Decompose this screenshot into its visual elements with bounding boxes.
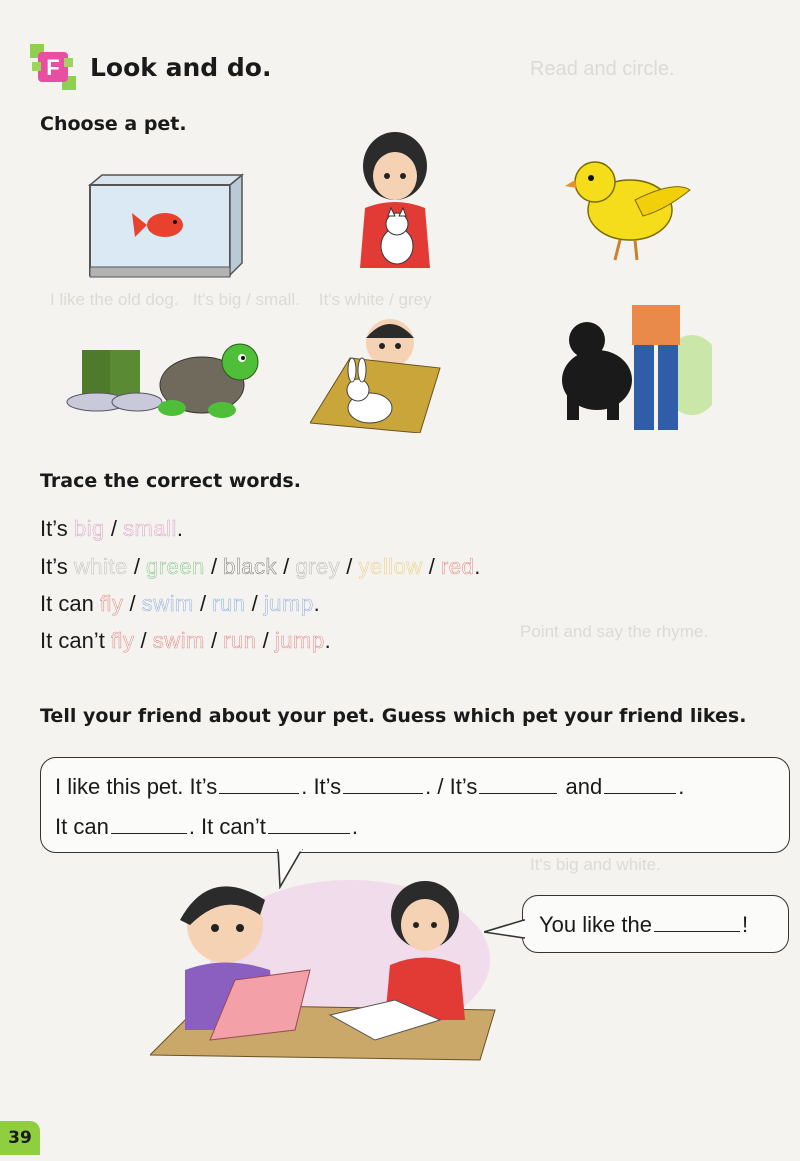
trace-word-grey[interactable]: grey — [295, 554, 341, 579]
trace-prefix: It’s — [40, 516, 68, 541]
trace-word-swim[interactable]: swim — [152, 628, 205, 653]
trace-line-1: It’s big / small. — [40, 516, 184, 541]
trace-word-swim[interactable]: swim — [141, 591, 194, 616]
pet-boy-with-rabbit[interactable] — [310, 318, 460, 437]
trace-line-2: It’s white / green / black / grey / yellow / red. — [40, 554, 481, 579]
section-title: Look and do. — [90, 52, 272, 82]
speech-bubble-sentences — [40, 757, 790, 853]
blank[interactable] — [343, 792, 423, 794]
trace-prefix: It’s — [40, 554, 68, 579]
page-number: 39 — [0, 1121, 40, 1155]
trace-word-jump[interactable]: jump — [274, 628, 325, 653]
instruction-trace: Trace the correct words. — [40, 470, 301, 492]
blank[interactable] — [111, 832, 187, 834]
trace-word-white[interactable]: white — [73, 554, 128, 579]
bubble-guess-text: You like the ! — [539, 912, 749, 937]
pet-girl-with-cat[interactable] — [345, 128, 445, 282]
blank[interactable] — [219, 792, 299, 794]
trace-word-fly[interactable]: fly — [99, 591, 124, 616]
blank[interactable] — [479, 792, 557, 794]
instruction-tell: Tell your friend about your pet. Guess which pet your friend likes. — [40, 705, 747, 727]
trace-word-red[interactable]: red — [441, 554, 475, 579]
blank[interactable] — [604, 792, 676, 794]
section-header — [30, 44, 271, 90]
trace-word-fly[interactable]: fly — [110, 628, 135, 653]
bubble-line-2: It can . It can’t . — [55, 814, 358, 839]
trace-word-yellow[interactable]: yellow — [358, 554, 423, 579]
trace-line-3: It can fly / swim / run / jump. — [40, 591, 320, 616]
section-letter-badge — [30, 44, 76, 90]
svg-text:F: F — [46, 55, 60, 80]
trace-word-green[interactable]: green — [146, 554, 205, 579]
trace-word-black[interactable]: black — [223, 554, 278, 579]
pet-yellow-bird[interactable] — [565, 150, 695, 274]
blank[interactable] — [268, 832, 350, 834]
trace-word-small[interactable]: small — [123, 516, 177, 541]
trace-word-run[interactable]: run — [223, 628, 257, 653]
instruction-choose: Choose a pet. — [40, 113, 187, 135]
children-reading-illustration — [150, 870, 500, 1074]
pet-turtle[interactable] — [62, 340, 262, 424]
trace-word-big[interactable]: big — [73, 516, 105, 541]
bubble-line-1: I like this pet. It’s . It’s . / It’s and . — [55, 774, 685, 799]
trace-prefix: It can’t — [40, 628, 105, 653]
pet-goldfish[interactable] — [80, 165, 250, 289]
trace-line-4: It can’t fly / swim / run / jump. — [40, 628, 331, 653]
trace-prefix: It can — [40, 591, 94, 616]
speech-bubble-guess — [522, 895, 789, 953]
bubble-tail — [484, 918, 526, 942]
trace-word-jump[interactable]: jump — [263, 591, 314, 616]
pet-black-dog[interactable] — [552, 305, 712, 444]
trace-word-run[interactable]: run — [212, 591, 246, 616]
blank[interactable] — [654, 930, 740, 932]
